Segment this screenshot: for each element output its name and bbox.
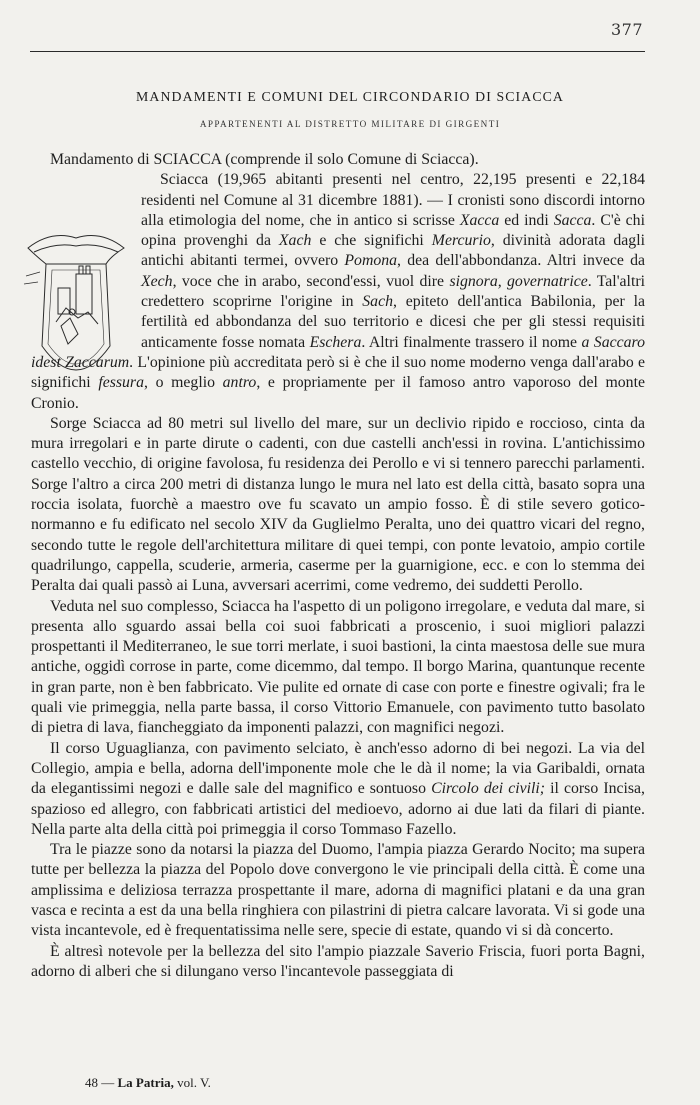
paragraph-piazzale: È altresì notevole per la bellezza del sito l'ampio piazzale Saverio Friscia, fuori porta Bagni, adorno di alberi che si dilungano verso l'incantevole passeggiata di bbox=[31, 942, 645, 980]
footer-volume: vol. V. bbox=[177, 1075, 211, 1090]
header-rule bbox=[30, 51, 645, 52]
italic-term: Pomona bbox=[344, 252, 398, 270]
etymology-text: , epiteto dell'antica Babilonia, per la fertilità ed abbondanza del suo territorio e dicesi che per gli stessi requisiti anticamente fosse nomata bbox=[141, 293, 645, 351]
etymology-text: ed indi bbox=[499, 211, 554, 229]
paragraph-mandamento: Mandamento di SCIACCA (comprende il solo Comune di Sciacca). bbox=[50, 151, 479, 168]
page-number: 377 bbox=[610, 20, 643, 39]
etymology-text: , divinità adorata dagli antichi abitanti termei, ovvero bbox=[141, 232, 645, 270]
footer-journal-title: La Patria, bbox=[117, 1075, 174, 1090]
italic-term: signora, governatrice bbox=[449, 272, 588, 290]
italic-term: a Saccaro idest Zaccarum bbox=[31, 333, 645, 371]
etymology-text: , dea dell'abbondanza. Altri invece da bbox=[397, 252, 645, 270]
page-footer bbox=[85, 1075, 211, 1091]
paragraph-castles: Sorge Sciacca ad 80 metri sul livello del mare, sur un declivio ripido e roccioso, cinta da mura irregolari e in parte dirute o cadenti, con due castelli anch'essi in rovina. L'antichissimo castello vecchio, di origine favolosa, fu residenza dei Perollo e vi si tennero parecchi parlamenti. Sorge l'altro a circa 200 metri di distanza lungo le mura nel lato est della città, basato sopra una roccia isolata, fuorchè a maestro ove fu scavato un ampio fosso. È di stile severo gotico-normanno e fu edificato nel secolo XIV da Guglielmo Peralta, uno dei quattro vicari del regno, secondo tutte le regole dell'architettura militare di quei tempi, con ponte levatoio, ampio cortile quadrilungo, cappella, scuderie, armeria, caserme per la guarnigione, ecc. e con lo stemma dei Peralta dai quali passò ai Luna, avversari acerrimi, come vedremo, dei suddetti Perollo. bbox=[31, 414, 645, 595]
footer-sheet-number: 48 — bbox=[85, 1075, 115, 1090]
italic-term: Xach bbox=[278, 232, 312, 250]
italic-term: Mercurio bbox=[431, 232, 491, 250]
italic-term: fessura bbox=[98, 374, 144, 392]
streets-text: il corso Incisa, spazioso ed allegro, con fabbricati artistici del medioevo, adorno ai due lati da filari di piante. Nella parte alta della città poi primeggia il corso Tommaso Fazello. bbox=[31, 780, 645, 838]
paragraph-overview: Veduta nel suo complesso, Sciacca ha l'aspetto di un poligono irregolare, e veduta dal mare, si presenta allo sguardo assai bella coi suoi fabbricati a proscenio, i suoi migliori palazzi prospettanti il Mediterraneo, le sue torri merlate, i suoi bastioni, la cinta maestosa delle sue mura antiche, oggidì corrose in parte, come dicemmo, dal tempo. Il borgo Marina, quantunque recente in gran parte, non è ben fabbricato. Vie pulite ed ornate di case con porte e finestre ogivali; fra le quali vie primeggia, nella parte bassa, il corso Vittorio Emanuele, con pavimento tutto basolato di pietra di lava, fiancheggiato da imponenti palazzi, con magnifici negozi. bbox=[31, 597, 645, 737]
etymology-text: . Tal'altri credettero scoprirne l'origine in bbox=[141, 272, 645, 311]
etymology-text: , voce che in arabo, second'essi, vuol dire bbox=[172, 272, 450, 290]
italic-term: Sach bbox=[362, 293, 393, 311]
paragraph-streets bbox=[31, 739, 645, 840]
streets-text: Il corso Uguaglianza, con pavimento selciato, è anch'esso adorno di bei negozi. La via del Collegio, ampia e bella, adorna dell'imponente mole che le dà il nome; la via Garibaldi, ornata da elegantissimi negozi e dalle sale del magnifico e sontuoso bbox=[31, 739, 645, 798]
italic-term: Sacca bbox=[553, 211, 592, 229]
italic-term: Eschera bbox=[309, 333, 362, 351]
etymology-text: . C'è chi opina provenghi da bbox=[141, 211, 645, 250]
italic-term: Xacca bbox=[459, 211, 500, 229]
paragraph-squares: Tra le piazze sono da notarsi la piazza del Duomo, l'ampia piazza Gerardo Nocito; ma supera tutte per bellezza la piazza del Popolo dove convergono le vie principali della città. È come una amplissima e deliziosa terrazza prospettante il mare, adorna di magnifici platani e da una gran vasca e recinta a est da una bella ringhiera con pilastrini di pietra calcare lavorata. Vi si gode una vista incantevole, ed è frequentatissima nelle sere, specie di estate, quando vi si dà concerto. bbox=[31, 841, 645, 940]
page-title: MANDAMENTI E COMUNI DEL CIRCONDARIO DI SCIACCA bbox=[136, 89, 564, 104]
etymology-text: Sciacca (19,965 abitanti presenti nel centro, 22,195 presenti e 22,184 residenti nel Comune al 31 dicembre 1881). — I cronisti sono discordi intorno alla etimologia del nome, che in antico si scrisse bbox=[141, 171, 645, 229]
etymology-text: . Altri finalmente trassero il nome bbox=[361, 333, 582, 351]
etymology-text: , e propriamente per il famoso antro vaporoso del monte Cronio. bbox=[31, 374, 645, 412]
italic-term: Circolo dei civili; bbox=[431, 780, 546, 798]
emblem-spacer bbox=[31, 210, 141, 352]
etymology-text: . L'opinione più accreditata però si è che il suo nome moderno venga dall'arabo e significhi bbox=[31, 353, 646, 392]
italic-term: antro bbox=[222, 374, 257, 392]
article-body bbox=[31, 150, 645, 982]
paragraph-etymology bbox=[31, 170, 645, 414]
italic-term: Xech bbox=[141, 272, 173, 290]
etymology-text: , o meglio bbox=[143, 374, 223, 392]
etymology-text: e che significhi bbox=[311, 232, 432, 250]
page-subtitle: APPARTENENTI AL DISTRETTO MILITARE DI GIRGENTI bbox=[199, 119, 501, 129]
